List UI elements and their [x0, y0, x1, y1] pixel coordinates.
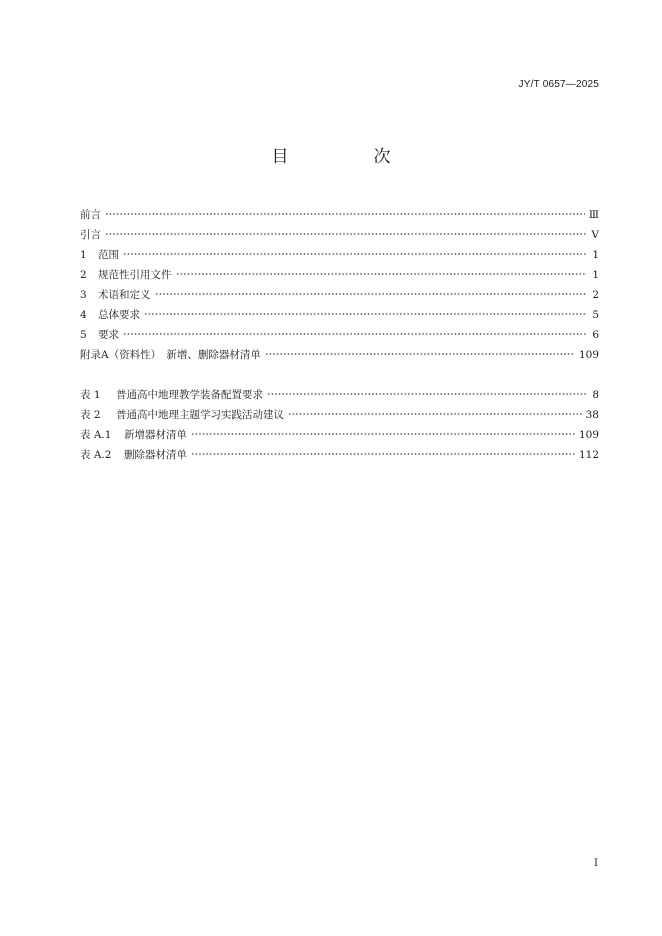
toc-entry-number: 5 — [80, 329, 87, 341]
toc-entry-page: 2 — [592, 289, 599, 301]
toc-entry-number: 2 — [80, 269, 87, 281]
toc-leader-dots — [123, 333, 587, 335]
toc-leader-dots — [288, 413, 582, 415]
toc-entry-label: 普通高中地理教学装备配置要求 — [116, 389, 263, 401]
toc-entry-general-requirements[interactable] — [80, 305, 599, 325]
toc-leader-dots — [123, 253, 587, 255]
toc-entry-introduction[interactable] — [80, 225, 599, 245]
toc-entry-normative-references[interactable] — [80, 265, 599, 285]
toc-entry-table-a2[interactable] — [80, 445, 599, 465]
toc-entry-label: 引言 — [80, 229, 101, 241]
toc-entry-number: 4 — [80, 309, 87, 321]
toc-leader-dots — [191, 433, 575, 435]
toc-entry-page: 112 — [578, 449, 599, 461]
toc-leader-dots — [155, 293, 588, 295]
toc-entry-page: 1 — [592, 269, 599, 281]
toc-entry-page: 8 — [592, 389, 599, 401]
toc-entry-requirements[interactable] — [80, 325, 599, 345]
toc-entry-number: 表 A.1 — [80, 429, 112, 441]
toc-entry-number: 表 2 — [80, 409, 101, 421]
toc-entry-table-1[interactable] — [80, 385, 599, 405]
toc-entry-number: 1 — [80, 249, 87, 261]
toc-entry-table-2[interactable] — [80, 405, 599, 425]
toc-entry-label: 规范性引用文件 — [98, 269, 172, 281]
toc-entry-label: 总体要求 — [98, 309, 140, 321]
page-number: I — [594, 858, 598, 869]
toc-leader-dots — [191, 453, 575, 455]
toc-entry-label: 要求 — [98, 329, 119, 341]
toc-entry-page: 1 — [592, 249, 599, 261]
toc-entry-terms-definitions[interactable] — [80, 285, 599, 305]
toc-entry-table-a1[interactable] — [80, 425, 599, 445]
toc-entry-label: 新增器材清单 — [124, 429, 187, 441]
toc-leader-dots — [144, 313, 587, 315]
page-title: 目 次 — [271, 147, 425, 167]
toc-entry-label: 附录A（资料性） 新增、删除器材清单 — [80, 349, 261, 361]
document-code: JY/T 0657—2025 — [518, 79, 599, 90]
toc-leader-dots — [267, 393, 587, 395]
toc-entry-scope[interactable] — [80, 245, 599, 265]
toc-entry-label: 前言 — [80, 209, 101, 221]
toc-entry-page: 38 — [585, 409, 599, 421]
toc-main-list — [80, 205, 599, 365]
toc-tables-list — [80, 385, 599, 465]
toc-entry-number: 表 1 — [80, 389, 101, 401]
toc-entry-label: 删除器材清单 — [124, 449, 187, 461]
toc-leader-dots — [105, 213, 585, 215]
toc-leader-dots — [265, 353, 575, 355]
toc-entry-foreword[interactable] — [80, 205, 599, 225]
toc-entry-page: 109 — [578, 429, 599, 441]
toc-entry-page: 5 — [592, 309, 599, 321]
toc-entry-label: 范围 — [98, 249, 119, 261]
toc-entry-number: 表 A.2 — [80, 449, 112, 461]
toc-entry-page: 6 — [592, 329, 599, 341]
toc-entry-page: 109 — [578, 349, 599, 361]
toc-entry-number: 3 — [80, 289, 87, 301]
toc-entry-appendix-a[interactable] — [80, 345, 599, 365]
toc-entry-label: 术语和定义 — [98, 289, 151, 301]
toc-entry-label: 普通高中地理主题学习实践活动建议 — [116, 409, 284, 421]
toc-entry-page: Ⅴ — [591, 229, 599, 241]
toc-leader-dots — [105, 233, 587, 235]
toc-leader-dots — [176, 273, 588, 275]
toc-entry-page: Ⅲ — [588, 209, 599, 221]
